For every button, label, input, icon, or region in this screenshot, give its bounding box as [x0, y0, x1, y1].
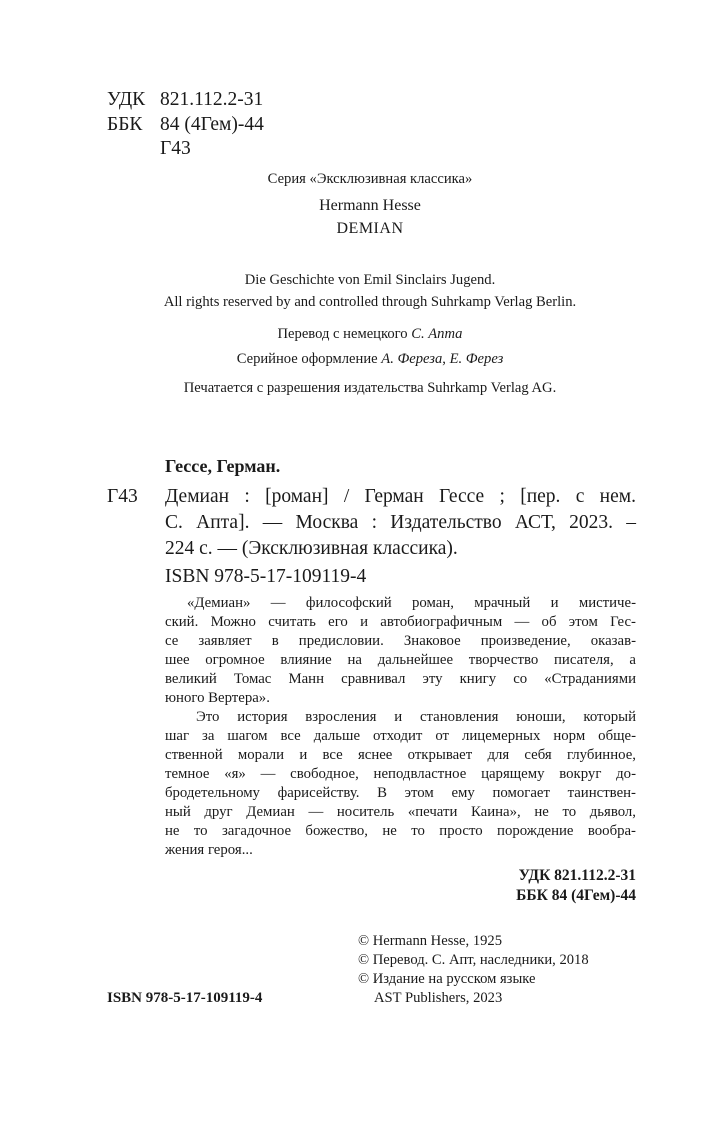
annotation-line: «Демиан» — философский роман, мрачный и мистиче- — [187, 595, 636, 611]
annotation-line: бродетельному фарисейству. В этом ему помогает таинствен- — [165, 785, 636, 801]
original-subtitle: Die Geschichte von Emil Sinclairs Jugend. — [244, 272, 496, 288]
original-title: DEMIAN — [336, 220, 404, 237]
copyright-line: © Hermann Hesse, 1925 — [358, 933, 503, 949]
annotation-line: темное «я» — свободное, неподвластное царящему вокруг до- — [165, 766, 636, 782]
series-title: Серия «Эксклюзивная классика» — [267, 171, 473, 187]
permission-notice: Печатается с разрешения издательства Suhrkamp Verlag AG. — [183, 380, 557, 396]
translation-prefix: Перевод с немецкого — [277, 326, 408, 342]
udk-code: УДК 821.112.2-31 — [518, 867, 636, 884]
annotation-line: ский. Можно считать его и автобиографичным — об этом Гес- — [165, 614, 636, 630]
copyright-line: © Перевод. С. Апт, наследники, 2018 — [358, 952, 589, 968]
annotation-line: не то загадочное божество, не то просто порождение вообра- — [165, 823, 636, 839]
annotation-line: жения героя... — [165, 842, 253, 858]
copyright-line: © Издание на русском языке — [358, 971, 536, 987]
bottom-isbn: ISBN 978-5-17-109119-4 — [107, 990, 263, 1006]
rights-notice: All rights reserved by and controlled through Suhrkamp Verlag Berlin. — [163, 294, 577, 310]
catalog-line: Демиан : [роман] / Герман Гессе ; [пер. с нем. — [165, 486, 636, 507]
copyright-line: AST Publishers, 2023 — [374, 990, 503, 1006]
bbk-code: ББК 84 (4Гем)-44 — [516, 887, 636, 904]
translator: С. Апта — [411, 326, 463, 342]
designer-1: А. Фереза — [381, 351, 443, 367]
bbk-label: ББК — [107, 114, 143, 135]
catalog-sign: Г43 — [107, 486, 138, 507]
designer-separator: , — [442, 351, 446, 367]
annotation-line: великий Томас Манн сравнивал эту книгу со «Страданиями — [165, 671, 636, 687]
designer-2: Е. Ферез — [449, 351, 504, 367]
catalog-line: С. Апта]. — Москва : Издательство АСТ, 2023. – — [165, 512, 636, 533]
annotation-line: Это история взросления и становления юноши, который — [196, 709, 636, 725]
catalog-line: 224 с. — (Эксклюзивная классика). — [165, 538, 458, 559]
annotation-line: се заявляет в предисловии. Знаковое произведение, оказав- — [165, 633, 636, 649]
annotation-line: юного Вертера». — [165, 690, 270, 706]
udk-label: УДК — [107, 89, 146, 110]
design-credit — [0, 352, 709, 367]
catalog-heading: Гессе, Герман. — [165, 456, 281, 476]
annotation-line: шее огромное влияние на дальнейшее творчество писателя, а — [165, 652, 636, 668]
translation-credit — [0, 327, 709, 342]
annotation-line: ный друг Демиан — носитель «печати Каина», не то дьявол, — [165, 804, 636, 820]
design-prefix: Серийное оформление — [236, 351, 378, 367]
udk-value: 821.112.2-31 — [160, 89, 264, 110]
bbk-value: 84 (4Гем)-44 — [160, 114, 264, 135]
catalog-isbn: ISBN 978-5-17-109119-4 — [165, 566, 367, 587]
annotation-line: ственной морали и все яснее открывает для себя глубинное, — [165, 747, 636, 763]
original-author: Hermann Hesse — [319, 197, 421, 214]
annotation-line: шаг за шагом все дальше отходит от лицемерных норм обще- — [165, 728, 636, 744]
author-sign: Г43 — [160, 138, 191, 159]
